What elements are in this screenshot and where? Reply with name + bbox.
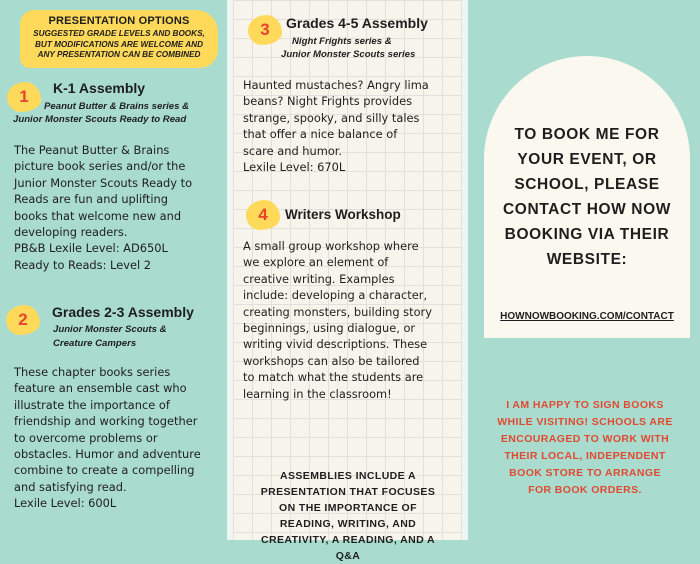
text-line: that offer a nice balance of [243,127,398,142]
text-line: beginnings, using dialogue, or [243,321,416,336]
number-badge-4: 4 [246,200,280,230]
signing-line: WHILE VISITING! SCHOOLS ARE [497,416,673,428]
text-line: strange, spooky, and silly tales [243,110,420,125]
note-line: PRESENTATION THAT FOCUSES [260,486,436,498]
text-line: creating monsters, building story [243,304,432,319]
presentation-options-note [20,29,218,61]
assemblies-note [240,468,456,564]
signing-line: THEIR LOCAL, INDEPENDENT [504,450,666,462]
booking-line: CONTACT HOW NOW [503,201,671,218]
text-line: beans? Night Frights provides [243,94,413,109]
text-line: we explore an element of [243,255,389,270]
text-line: to overcome problems or [14,430,158,445]
text-line: A small group workshop where [243,239,419,253]
note-line: ANY PRESENTATION CAN BE COMBINED [37,50,201,59]
note-line: BUT MODIFICATIONS ARE WELCOME AND [35,39,203,49]
text-line: books that welcome new and [14,208,182,223]
assembly-2-subtitle: Creature Campers [53,338,137,349]
number-badge-2: 2 [6,305,40,335]
text-line: Lexile Level: 670L [243,160,346,175]
text-line: combine to create a compelling [14,463,195,478]
assembly-2-title: Grades 2-3 Assembly [52,304,194,320]
assembly-2-description [14,364,201,512]
assembly-1-description [14,142,192,273]
note-line: READING, WRITING, AND [279,518,417,530]
number-badge-3: 3 [248,15,282,45]
booking-message [484,122,690,272]
booking-line: SCHOOL, PLEASE [514,176,660,193]
text-line: to match what the students are [243,370,424,385]
text-line: feature an ensemble cast who [14,381,187,396]
note-line: ON THE IMPORTANCE OF [279,502,417,514]
note-line: SUGGESTED GRADE LEVELS AND BOOKS, [33,29,205,38]
number-badge-1: 1 [7,82,41,112]
booking-line: YOUR EVENT, OR [517,151,657,168]
booking-line: BOOKING VIA THEIR [504,226,670,243]
text-line: include: developing a character, [243,288,428,303]
writers-workshop-description [243,238,432,402]
text-line: developing readers. [14,225,128,240]
text-line: creative writing. Examples [243,271,395,286]
text-line: PB&B Lexile Level: AD650L [14,241,168,256]
text-line: workshops can also be tailored [243,353,420,368]
assembly-2-subtitle: Junior Monster Scouts & [53,324,167,335]
signing-line: FOR BOOK ORDERS. [528,484,642,496]
text-line: friendship and working together [14,414,198,429]
text-line: writing vivid descriptions. These [243,337,428,352]
assembly-1-subtitle: Junior Monster Scouts Ready to Read [13,114,187,125]
text-line: Lexile Level: 600L [14,496,117,511]
signing-line: I AM HAPPY TO SIGN BOOKS [506,399,664,411]
text-line: scare and humor. [243,143,343,158]
booking-line: WEBSITE: [546,251,628,268]
text-line: illustrate the importance of [14,397,170,412]
assembly-1-title: K-1 Assembly [53,80,146,96]
text-line: learning in the classroom! [243,386,392,401]
assembly-1-subtitle: Peanut Butter & Brains series & [44,101,190,112]
signing-line: ENCOURAGED TO WORK WITH [500,433,670,445]
text-line: Junior Monster Scouts Ready to [14,175,193,190]
assembly-3-description [243,77,429,175]
text-line: Ready to Reads: Level 2 [14,257,151,272]
assembly-3-subtitle: Night Frights series & [292,36,392,47]
text-line: Haunted mustaches? Angry lima [243,78,429,92]
text-line: and satisfying read. [14,479,127,494]
text-line: Reads are fun and uplifting [14,192,169,207]
booking-website-link[interactable]: HOWNOWBOOKING.COM/CONTACT [500,311,674,322]
assembly-3-subtitle: Junior Monster Scouts series [281,49,416,60]
presentation-options-banner [20,10,218,68]
writers-workshop-title: Writers Workshop [285,207,401,222]
text-line: These chapter books series [14,365,171,379]
text-line: obstacles. Humor and adventure [14,447,201,462]
note-line: CREATIVITY, A READING, AND A [261,534,435,546]
signing-line: BOOK STORE TO ARRANGE [509,467,661,479]
note-line: ASSEMBLIES INCLUDE A [280,470,416,482]
text-line: picture book series and/or the [14,159,186,174]
presentation-options-title: PRESENTATION OPTIONS [48,15,190,27]
assembly-3-title: Grades 4-5 Assembly [286,15,428,31]
text-line: The Peanut Butter & Brains [14,143,170,157]
book-signing-note [478,397,692,499]
note-line: Q&A [335,550,361,562]
booking-line: TO BOOK ME FOR [514,126,660,143]
